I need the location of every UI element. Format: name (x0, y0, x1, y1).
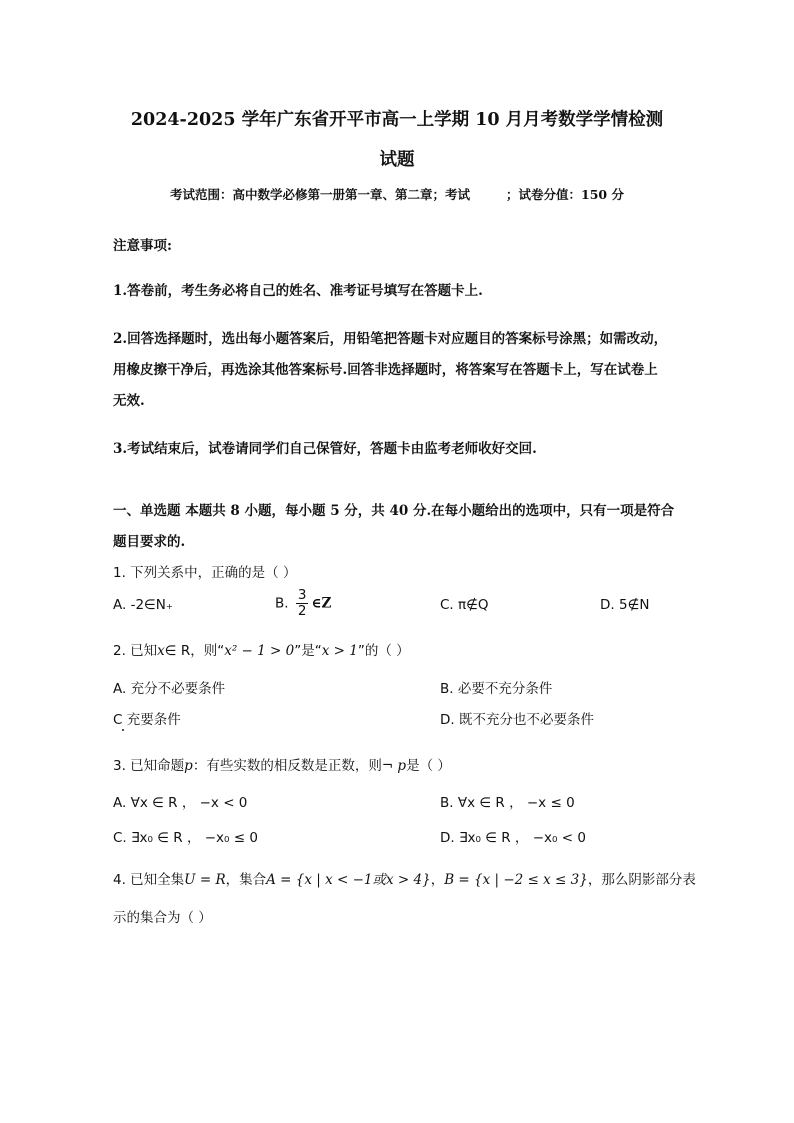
question-3-stem (113, 754, 451, 774)
exam-scope-suffix: ；试卷分值：150 分 (506, 187, 624, 202)
question-3-stem-mid: ：有些实数的相反数是正数，则 (192, 758, 382, 774)
question-2-stem-suffix: ”的（ ） (357, 643, 410, 659)
question-1-option-b-relation: ∈Z (311, 595, 332, 612)
exam-scope (100, 185, 694, 203)
question-2-option-c: C 充要条件 (113, 712, 181, 728)
negation-p: ¬ p (381, 758, 407, 774)
notice-item-2-line-3: 无效. (113, 393, 145, 409)
question-2-stem-mid: ”是“ (294, 643, 322, 659)
section-heading-line-2: 题目要求的. (113, 534, 186, 550)
question-3-stem-suffix: 是（ ） (406, 758, 451, 774)
exam-title-line-2: 试题 (379, 150, 415, 170)
question-4-stem-prefix: 4. 已知全集 (113, 872, 185, 888)
question-1-option-d: D. 5∉N (600, 597, 650, 613)
set-a: A = {x | x < −1或x > 4} (266, 872, 431, 888)
question-2-stem-prefix: 2. 已知 (113, 643, 158, 659)
question-2-condition-1: x² − 1 > 0 (224, 643, 295, 659)
set-u: U = R (184, 872, 226, 888)
notice-item-1: 1.答卷前，考生务必将自己的姓名、准考证号填写在答题卡上. (113, 283, 483, 299)
fraction (296, 588, 309, 619)
notice-item-3: 3.考试结束后，试卷请同学们自己保管好，答题卡由监考老师收好交回. (113, 441, 537, 457)
exam-scope-prefix: 考试范围：高中数学必修第一册第一章、第二章；考试 (170, 187, 471, 202)
question-4-comma: ， (430, 872, 445, 888)
question-4-stem-suffix: ，那么阴影部分表 (587, 872, 696, 888)
question-2-stem-in: ∈ R，则“ (164, 643, 225, 659)
notice-item-2-line-2: 用橡皮擦干净后，再选涂其他答案标号.回答非选择题时，将答案写在答题卡上，写在试卷上 (113, 362, 658, 378)
set-b: B = {x | −2 ≤ x ≤ 3} (444, 872, 588, 888)
question-2-option-b: B. 必要不充分条件 (440, 681, 553, 697)
variable-p: p (184, 758, 193, 774)
notice-heading: 注意事项: (113, 238, 172, 254)
question-1-option-c: C. π∉Q (440, 597, 489, 613)
question-3-option-b: B. ∀x ∈ R ， −x ≤ 0 (440, 795, 575, 811)
question-2-stem (113, 639, 410, 659)
notice-item-2-line-1: 2.回答选择题时，选出每小题答案后，用铅笔把答题卡对应题目的答案标号涂黑；如需改动， (113, 331, 668, 347)
question-1-option-b (275, 588, 331, 619)
question-3-option-a: A. ∀x ∈ R ， −x < 0 (113, 795, 248, 811)
stray-dot (122, 729, 124, 731)
question-1-option-a: A. -2∈N₊ (113, 597, 174, 613)
exam-title-line-1: 2024-2025 学年广东省开平市高一上学期 10 月月考数学学情检测 (130, 110, 664, 130)
question-1-stem: 1. 下列关系中，正确的是（ ） (113, 565, 297, 581)
question-4-stem-line-1 (113, 868, 696, 888)
question-4-stem-line-2: 示的集合为（ ） (113, 910, 212, 926)
fraction-denominator: 2 (297, 603, 307, 619)
fraction-numerator: 3 (297, 587, 307, 603)
question-4-stem-mid: ，集合 (225, 872, 267, 888)
question-1-option-b-label: B. (275, 595, 289, 612)
question-2-option-a: A. 充分不必要条件 (113, 681, 226, 697)
variable-x: x (157, 643, 165, 659)
question-3-stem-prefix: 3. 已知命题 (113, 758, 185, 774)
question-3-option-d: D. ∃x₀ ∈ R ， −x₀ < 0 (440, 830, 586, 846)
question-3-option-c: C. ∃x₀ ∈ R ， −x₀ ≤ 0 (113, 830, 258, 846)
section-heading-line-1: 一、单选题 本题共 8 小题，每小题 5 分，共 40 分.在每小题给出的选项中，只有一项是符合 (113, 503, 675, 519)
question-2-option-d: D. 既不充分也不必要条件 (440, 712, 594, 728)
question-2-condition-2: x > 1 (321, 643, 358, 659)
